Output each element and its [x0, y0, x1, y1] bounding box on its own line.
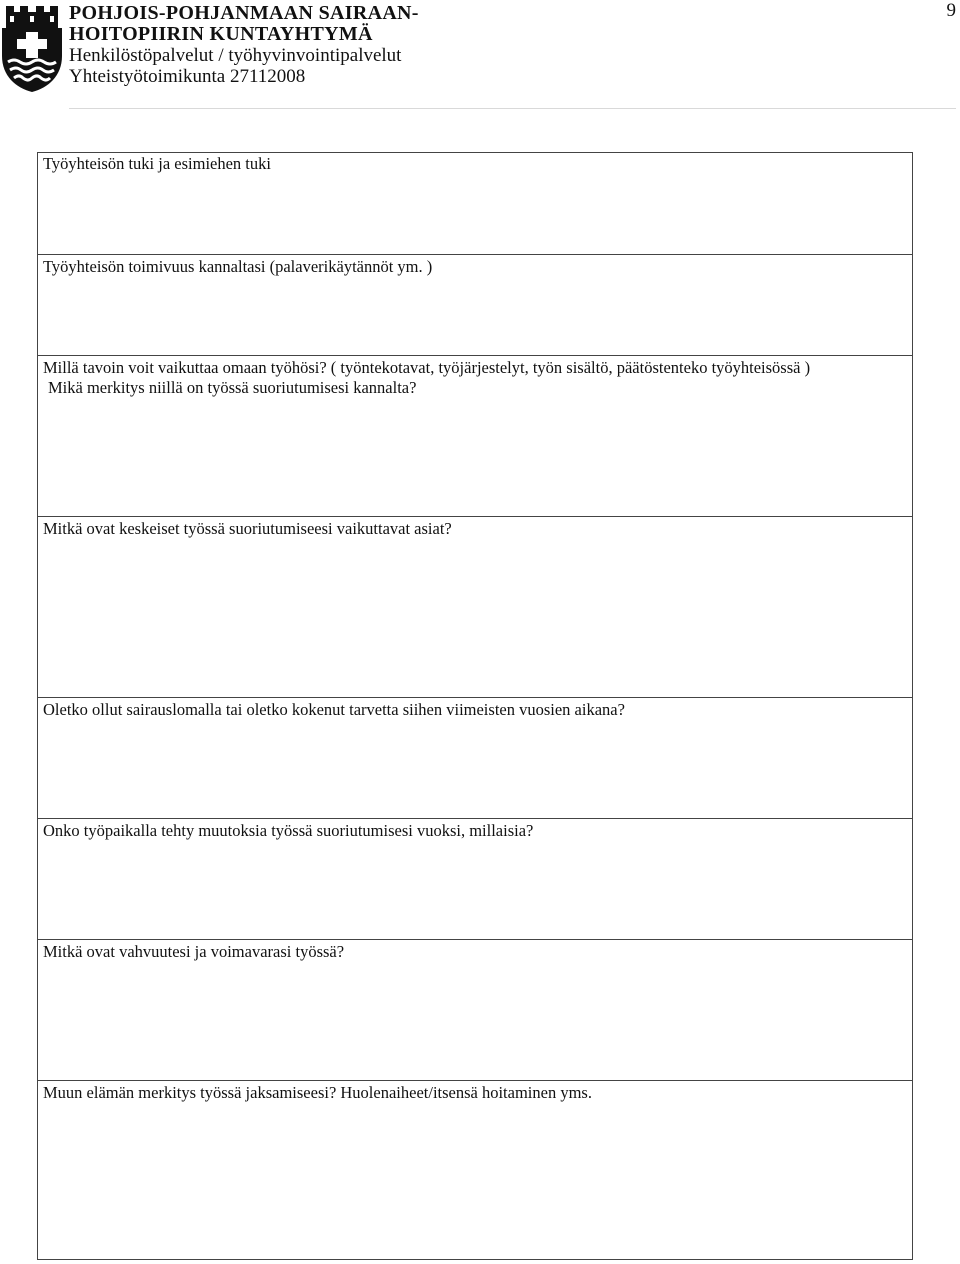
questionnaire-form [37, 152, 913, 1260]
question-text [43, 700, 625, 720]
department-name: Henkilöstöpalvelut / työhyvinvointipalvelut [69, 45, 402, 66]
organization-name-line-1: POHJOIS-POHJANMAAN SAIRAAN- [69, 2, 419, 24]
question-line: Mikä merkitys niillä on työssä suoriutumisesi kannalta? [48, 378, 417, 397]
question-text [43, 821, 533, 841]
question-text [43, 358, 810, 398]
question-text [43, 257, 432, 277]
question-line: Millä tavoin voit vaikuttaa omaan työhösi? ( työntekotavat, työjärjestelyt, työn sisältö, päätöstenteko työyhteisössä ) [43, 358, 811, 377]
organization-name-line-2: HOITOPIIRIN KUNTAYHTYMÄ [69, 23, 373, 45]
question-text [43, 1083, 592, 1103]
page-number: 9 [946, 0, 956, 21]
question-line: Työyhteisön tuki ja esimiehen tuki [43, 154, 271, 173]
form-section[interactable] [38, 697, 912, 818]
meeting-reference: Yhteistyötoimikunta 27112008 [69, 66, 306, 87]
question-line: Oletko ollut sairauslomalla tai oletko kokenut tarvetta siihen viimeisten vuosien aikana? [43, 700, 625, 719]
header-divider [69, 108, 956, 109]
form-section[interactable] [38, 1080, 912, 1258]
question-line: Onko työpaikalla tehty muutoksia työssä suoriutumisesi vuoksi, millaisia? [43, 821, 534, 840]
form-section[interactable] [38, 939, 912, 1080]
organization-block [69, 3, 419, 87]
question-line: Työyhteisön toimivuus kannaltasi (palaverikäytännöt ym. ) [43, 257, 433, 276]
document-header [0, 0, 960, 110]
form-section[interactable] [38, 818, 912, 939]
coat-of-arms-icon [0, 2, 64, 94]
question-line: Muun elämän merkitys työssä jaksamiseesi? Huolenaiheet/itsensä hoitaminen yms. [43, 1083, 592, 1102]
form-section[interactable] [38, 254, 912, 355]
form-section[interactable] [38, 355, 912, 516]
question-line: Mitkä ovat vahvuutesi ja voimavarasi työssä? [43, 942, 345, 961]
form-section[interactable] [38, 516, 912, 697]
question-line: Mitkä ovat keskeiset työssä suoriutumiseesi vaikuttavat asiat? [43, 519, 452, 538]
question-text [43, 154, 271, 174]
form-section[interactable] [38, 153, 912, 254]
question-text [43, 519, 452, 539]
question-text [43, 942, 344, 962]
